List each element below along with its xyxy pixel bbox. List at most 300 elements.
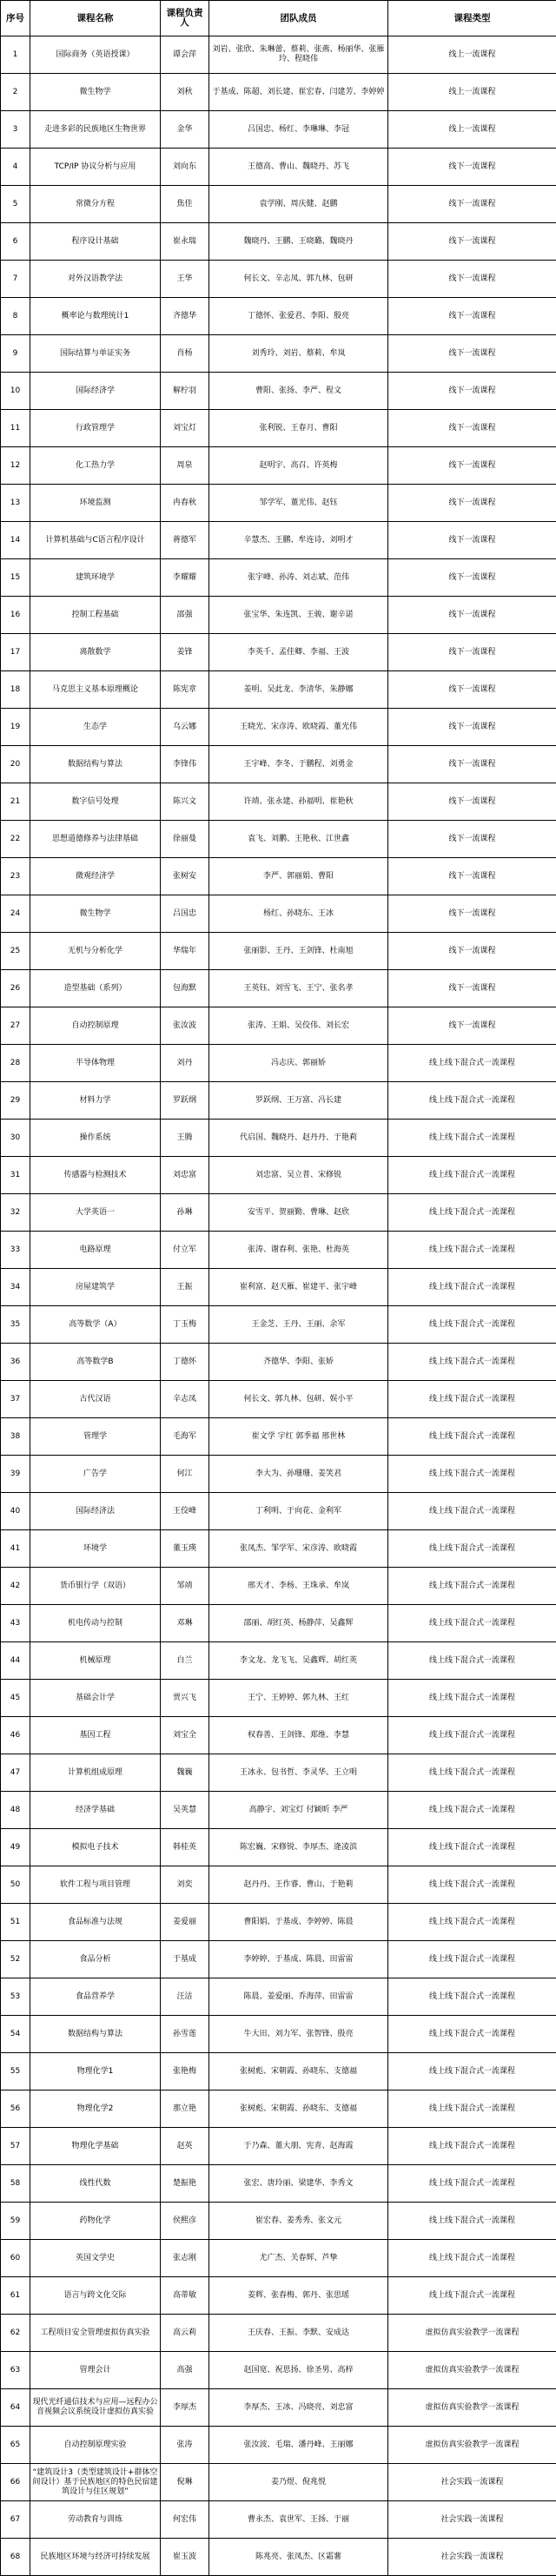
course-type: 线上线下混合式一流课程 [388, 2165, 556, 2203]
course-type: 线上线下混合式一流课程 [388, 1568, 556, 1605]
team-members: 于基成、陈超、刘长建、崔宏春、闫建芳、李婷婷 [209, 74, 388, 111]
table-row [1, 2016, 556, 2053]
course-type: 线上线下混合式一流课程 [388, 1120, 556, 1157]
team-members: 张凤杰、邹学军、宋彦涛、欧晓霞 [209, 1530, 388, 1568]
row-number: 4 [1, 149, 30, 186]
course-name: 数据结构与算法 [30, 746, 161, 783]
row-number: 51 [1, 1904, 30, 1941]
course-leader: 董玉瑛 [161, 1530, 209, 1568]
table-row [1, 933, 556, 970]
course-leader: 高蒂敏 [161, 2277, 209, 2315]
row-number: 21 [1, 783, 30, 821]
course-name: 环境学 [30, 1530, 161, 1568]
course-leader: 毛海军 [161, 1418, 209, 1456]
row-number: 12 [1, 447, 30, 485]
course-leader: 陈兴文 [161, 783, 209, 821]
team-members: 陈宏巍、宋修锐、李厚杰、逄凌滨 [209, 1829, 388, 1866]
row-number: 25 [1, 933, 30, 970]
team-members: 吕国忠、杨红、李琳琳、李冠 [209, 111, 388, 149]
course-leader: 王腾 [161, 1120, 209, 1157]
course-type: 线下一流课程 [388, 746, 556, 783]
course-type: 线上线下混合式一流课程 [388, 1829, 556, 1866]
table-row [1, 447, 556, 485]
table-row [1, 746, 556, 783]
team-members: 尤广杰、关春辉、芦挚 [209, 2240, 388, 2277]
table-row [1, 335, 556, 373]
course-leader: 张汝波 [161, 1007, 209, 1045]
row-number: 3 [1, 111, 30, 149]
row-number: 48 [1, 1792, 30, 1829]
course-leader: 解柠羽 [161, 373, 209, 410]
course-type: 线上线下混合式一流课程 [388, 1717, 556, 1754]
row-number: 34 [1, 1269, 30, 1306]
course-type: 线上线下混合式一流课程 [388, 1045, 556, 1082]
table-row [1, 2427, 556, 2464]
course-leader: 汪洁 [161, 1978, 209, 2016]
course-leader: 那立艳 [161, 2091, 209, 2128]
course-leader: 谭会萍 [161, 36, 209, 74]
course-leader: 崔玉波 [161, 2539, 209, 2576]
course-name: 造型基础（系列） [30, 970, 161, 1007]
row-number: 9 [1, 335, 30, 373]
course-name: 软件工程与项目管理 [30, 1866, 161, 1904]
table-row [1, 1120, 556, 1157]
course-type: 线下一流课程 [388, 223, 556, 261]
row-number: 62 [1, 2315, 30, 2352]
course-name: 操作系统 [30, 1120, 161, 1157]
team-members: 李英千、孟佳卿、李福、王波 [209, 634, 388, 671]
row-number: 50 [1, 1866, 30, 1904]
team-members: 于乃森、董大朋、宪青、赵海霞 [209, 2128, 388, 2165]
course-name: 微生物学 [30, 895, 161, 933]
table-row [1, 1754, 556, 1792]
table-row [1, 858, 556, 895]
course-name: 货币银行学（双语） [30, 1568, 161, 1605]
row-number: 29 [1, 1082, 30, 1120]
row-number: 63 [1, 2352, 30, 2389]
course-name: 数字信号处理 [30, 783, 161, 821]
course-type: 线上线下混合式一流课程 [388, 1978, 556, 2016]
row-number: 53 [1, 1978, 30, 2016]
course-leader: 徐丽曼 [161, 821, 209, 858]
team-members: 王英钰、刘雪飞、王宁、张名孝 [209, 970, 388, 1007]
course-type: 线下一流课程 [388, 559, 556, 597]
team-members: 王晓光、宋彦涛、欧晓霞、董光伟 [209, 709, 388, 746]
course-leader: 贾兴飞 [161, 1680, 209, 1717]
row-number: 26 [1, 970, 30, 1007]
course-name: 自动控制原理 [30, 1007, 161, 1045]
course-name: 药物化学 [30, 2203, 161, 2240]
course-type: 线上线下混合式一流课程 [388, 1866, 556, 1904]
course-type: 线下一流课程 [388, 821, 556, 858]
course-type: 线上线下混合式一流课程 [388, 1754, 556, 1792]
table-row [1, 1792, 556, 1829]
table-row [1, 1194, 556, 1232]
row-number: 31 [1, 1157, 30, 1194]
course-type: 线上线下混合式一流课程 [388, 1904, 556, 1941]
team-members: 牛大田、刘力军、张智锋、殷亮 [209, 2016, 388, 2053]
row-number: 28 [1, 1045, 30, 1082]
course-leader: 陈宪章 [161, 671, 209, 709]
table-row [1, 2315, 556, 2352]
row-number: 17 [1, 634, 30, 671]
table-row [1, 1007, 556, 1045]
row-number: 33 [1, 1232, 30, 1269]
table-row [1, 1941, 556, 1978]
course-name: 电路原理 [30, 1232, 161, 1269]
team-members: 邢天才、李杨、王珠承、牟岚 [209, 1568, 388, 1605]
team-members: 王德高、曹山、魏晓丹、苏飞 [209, 149, 388, 186]
team-members: 陈兆亮、张凤杰、区霜薯 [209, 2539, 388, 2576]
course-type: 线上线下混合式一流课程 [388, 2091, 556, 2128]
table-row [1, 2203, 556, 2240]
course-type: 虚拟仿真实验教学一流课程 [388, 2315, 556, 2352]
table-row [1, 1493, 556, 1530]
course-leader: 刘宝灯 [161, 410, 209, 447]
row-number: 5 [1, 186, 30, 223]
course-name: 生态学 [30, 709, 161, 746]
team-members: 刘秀玲、刘岩、蔡莉、牟岚 [209, 335, 388, 373]
table-row [1, 36, 556, 74]
table-row [1, 1680, 556, 1717]
course-leader: 邓琳 [161, 1605, 209, 1642]
row-number: 68 [1, 2539, 30, 2576]
course-leader: 王佼峰 [161, 1493, 209, 1530]
row-number: 46 [1, 1717, 30, 1754]
course-name: 食品营养学 [30, 1978, 161, 2016]
table-row [1, 1082, 556, 1120]
team-members: 赵明宇、高召、许英梅 [209, 447, 388, 485]
table-row [1, 223, 556, 261]
team-members: 张汝波、毛瑞、潘丹峰、王丽娜 [209, 2427, 388, 2464]
course-leader: 姜爱丽 [161, 1904, 209, 1941]
course-type: 线下一流课程 [388, 298, 556, 335]
course-leader: 刘忠富 [161, 1157, 209, 1194]
row-number: 13 [1, 485, 30, 522]
course-leader: 乌云娜 [161, 709, 209, 746]
team-members: 张树彪、宋朝霞、孙晓东、支德福 [209, 2053, 388, 2091]
table-row [1, 1605, 556, 1642]
course-type: 线上线下混合式一流课程 [388, 2277, 556, 2315]
course-name: 行政管理学 [30, 410, 161, 447]
team-members: 邹学军、董光伟、赵钰 [209, 485, 388, 522]
row-number: 61 [1, 2277, 30, 2315]
row-number: 16 [1, 597, 30, 634]
row-number: 60 [1, 2240, 30, 2277]
header-course: 课程名称 [30, 1, 161, 36]
table-row [1, 2352, 556, 2389]
team-members: 曹阳娟、于基成、李婷婷、陈晨 [209, 1904, 388, 1941]
row-number: 19 [1, 709, 30, 746]
course-type: 社会实践一流课程 [388, 2501, 556, 2539]
course-type: 线下一流课程 [388, 261, 556, 298]
table-body [1, 36, 556, 2576]
team-members: 许靖、张永建、孙福明、崔艳秋 [209, 783, 388, 821]
row-number: 35 [1, 1306, 30, 1344]
course-leader: 刘宝全 [161, 1717, 209, 1754]
course-name: 民族地区环境与经济可持续发展 [30, 2539, 161, 2576]
team-members: 赵丹丹、王作睿、曹山、于艳莉 [209, 1866, 388, 1904]
course-name: 食品分析 [30, 1941, 161, 1978]
course-type: 线上线下混合式一流课程 [388, 1194, 556, 1232]
course-name: 机械原理 [30, 1642, 161, 1680]
course-name: 高等数学B [30, 1344, 161, 1381]
course-name: TCP/IP 协议分析与应用 [30, 149, 161, 186]
table-row [1, 1978, 556, 2016]
team-members: 代启国、魏晓丹、赵丹丹、于艳莉 [209, 1120, 388, 1157]
course-name: “建筑设计3（类型建筑设计+群体空间设计）基于民族地区的特色民宿建筑设计与住区规划” [30, 2464, 161, 2501]
team-members: 姜辉、张春梅、郭丹、张思瑶 [209, 2277, 388, 2315]
course-name: 工程项目安全管理虚拟仿真实验 [30, 2315, 161, 2352]
course-leader: 邹靖 [161, 1568, 209, 1605]
course-leader: 何江 [161, 1456, 209, 1493]
team-members: 张丽影、王丹、王剑锋、杜南旭 [209, 933, 388, 970]
course-type: 线上一流课程 [388, 111, 556, 149]
course-name: 物理化学基础 [30, 2128, 161, 2165]
course-leader: 吕国忠 [161, 895, 209, 933]
row-number: 43 [1, 1605, 30, 1642]
course-name: 模拟电子技术 [30, 1829, 161, 1866]
table-row [1, 1530, 556, 1568]
course-name: 经济学基础 [30, 1792, 161, 1829]
team-members: 袁学刚、周庆健、赵鹏 [209, 186, 388, 223]
row-number: 65 [1, 2427, 30, 2464]
course-type: 线上线下混合式一流课程 [388, 2128, 556, 2165]
course-leader: 王振 [161, 1269, 209, 1306]
course-type: 线下一流课程 [388, 709, 556, 746]
course-name: 国际经济法 [30, 1493, 161, 1530]
course-type: 线上线下混合式一流课程 [388, 2203, 556, 2240]
course-name: 建筑环境学 [30, 559, 161, 597]
row-number: 57 [1, 2128, 30, 2165]
table-row [1, 783, 556, 821]
table-row [1, 970, 556, 1007]
team-members: 邵丽、胡红英、杨静萍、吴鑫辉 [209, 1605, 388, 1642]
team-members: 姜乃煜、倪兆悦 [209, 2464, 388, 2501]
course-name: 对外汉语教学法 [30, 261, 161, 298]
course-type: 线下一流课程 [388, 335, 556, 373]
course-leader: 高强 [161, 2352, 209, 2389]
team-members: 刘岩、张欣、朱琳蕾、蔡莉、张燕、杨丽华、张雁玲、程晓伟 [209, 36, 388, 74]
table-row [1, 895, 556, 933]
course-type: 线上线下混合式一流课程 [388, 1642, 556, 1680]
table-row [1, 111, 556, 149]
course-type: 线上线下混合式一流课程 [388, 1157, 556, 1194]
table-row [1, 2091, 556, 2128]
header-leader: 课程负责人 [161, 1, 209, 36]
course-name: 化工热力学 [30, 447, 161, 485]
team-members: 张树彪、宋朝霞、孙晓东、支德福 [209, 2091, 388, 2128]
table-row [1, 373, 556, 410]
course-leader: 丁德怀 [161, 1344, 209, 1381]
course-name: 思想道德修养与法律基础 [30, 821, 161, 858]
team-members: 丁德怀、张爱君、李阳、殷亮 [209, 298, 388, 335]
course-name: 国际经济学 [30, 373, 161, 410]
table-row [1, 485, 556, 522]
team-members: 张宝华、朱连凯、王骏、谢辛诺 [209, 597, 388, 634]
course-name: 基础会计学 [30, 1680, 161, 1717]
table-row [1, 671, 556, 709]
course-type: 线下一流课程 [388, 149, 556, 186]
table-row [1, 186, 556, 223]
course-type: 线下一流课程 [388, 186, 556, 223]
table-row [1, 1568, 556, 1605]
course-name: 线性代数 [30, 2165, 161, 2203]
table-row [1, 2389, 556, 2427]
team-members: 李厚杰、王冰、冯晓亮、刘忠富 [209, 2389, 388, 2427]
team-members: 魏晓丹、王鹏、王晓璐、魏晓丹 [209, 223, 388, 261]
course-type: 线上线下混合式一流课程 [388, 1792, 556, 1829]
course-name: 管理会计 [30, 2352, 161, 2389]
row-number: 49 [1, 1829, 30, 1866]
table-row [1, 634, 556, 671]
course-name: 程序设计基础 [30, 223, 161, 261]
table-row [1, 2501, 556, 2539]
course-type: 线上线下混合式一流课程 [388, 1530, 556, 1568]
course-type: 线上线下混合式一流课程 [388, 1232, 556, 1269]
team-members: 姜明、吴此龙、李清华、朱静娜 [209, 671, 388, 709]
course-type: 线下一流课程 [388, 783, 556, 821]
course-name: 离散数学 [30, 634, 161, 671]
course-type: 线下一流课程 [388, 970, 556, 1007]
course-name: 国际结算与单证实务 [30, 335, 161, 373]
course-leader: 何宏伟 [161, 2501, 209, 2539]
course-leader: 刘秋 [161, 74, 209, 111]
course-leader: 刘奕 [161, 1866, 209, 1904]
table-row [1, 1269, 556, 1306]
table-row [1, 2165, 556, 2203]
course-leader: 刘丹 [161, 1045, 209, 1082]
course-name: 概率论与数理统计1 [30, 298, 161, 335]
table-row [1, 410, 556, 447]
team-members: 曹永杰、袁世军、王扬、于丽 [209, 2501, 388, 2539]
course-leader: 冉春秋 [161, 485, 209, 522]
course-leader: 崔永瑞 [161, 223, 209, 261]
course-type: 线下一流课程 [388, 410, 556, 447]
course-leader: 齐德华 [161, 298, 209, 335]
course-type: 社会实践一流课程 [388, 2464, 556, 2501]
row-number: 18 [1, 671, 30, 709]
course-name: 英国文学史 [30, 2240, 161, 2277]
row-number: 6 [1, 223, 30, 261]
course-leader: 楚振艳 [161, 2165, 209, 2203]
team-members: 李文龙、龙飞飞、吴鑫辉、胡红英 [209, 1642, 388, 1680]
course-name: 传感器与检测技术 [30, 1157, 161, 1194]
course-name: 基因工程 [30, 1717, 161, 1754]
course-name: 环境监测 [30, 485, 161, 522]
course-leader: 张志刚 [161, 2240, 209, 2277]
team-members: 王宇峰、李冬、于鹏程、刘勇金 [209, 746, 388, 783]
team-members: 袁飞、刘鹏、王艳秋、江世鑫 [209, 821, 388, 858]
team-members: 权春善、王剑锋、郑维、李慧 [209, 1717, 388, 1754]
course-leader: 赵英 [161, 2128, 209, 2165]
table-row [1, 2240, 556, 2277]
row-number: 32 [1, 1194, 30, 1232]
team-members: 刘忠富、吴立普、宋修锐 [209, 1157, 388, 1194]
course-name: 材料力学 [30, 1082, 161, 1120]
team-members: 赵国宽、祝思扬、徐圣男、高梓 [209, 2352, 388, 2389]
course-name: 马克思主义基本原理概论 [30, 671, 161, 709]
table-row [1, 1418, 556, 1456]
table-row [1, 1717, 556, 1754]
team-members: 陈晨、姜爱丽、乔海萍、田雷雷 [209, 1978, 388, 2016]
table-row [1, 1045, 556, 1082]
table-row [1, 1456, 556, 1493]
team-members: 李严、郭丽娟、曹阳 [209, 858, 388, 895]
course-name: 高等数学（A） [30, 1306, 161, 1344]
row-number: 7 [1, 261, 30, 298]
team-members: 张涛、谢春利、张艳、杜海英 [209, 1232, 388, 1269]
table-row [1, 2128, 556, 2165]
table-row [1, 1866, 556, 1904]
course-leader: 张树安 [161, 858, 209, 895]
course-type: 虚拟仿真实验教学一流课程 [388, 2352, 556, 2389]
row-number: 67 [1, 2501, 30, 2539]
course-name: 数据结构与算法 [30, 2016, 161, 2053]
team-members: 张利锐、王春月、曹阳 [209, 410, 388, 447]
table-row [1, 2464, 556, 2501]
course-type: 线上线下混合式一流课程 [388, 1680, 556, 1717]
row-number: 40 [1, 1493, 30, 1530]
table-row [1, 1344, 556, 1381]
course-leader: 李耀耀 [161, 559, 209, 597]
team-members: 王庆春、王振、李默、安成达 [209, 2315, 388, 2352]
row-number: 66 [1, 2464, 30, 2501]
row-number: 1 [1, 36, 30, 74]
course-type: 线上线下混合式一流课程 [388, 1456, 556, 1493]
course-type: 线上一流课程 [388, 74, 556, 111]
course-name: 广告学 [30, 1456, 161, 1493]
row-number: 2 [1, 74, 30, 111]
course-leader: 焦佳 [161, 186, 209, 223]
row-number: 30 [1, 1120, 30, 1157]
course-name: 半导体物理 [30, 1045, 161, 1082]
row-number: 55 [1, 2053, 30, 2091]
course-leader: 刘向东 [161, 149, 209, 186]
row-number: 45 [1, 1680, 30, 1717]
course-type: 线上线下混合式一流课程 [388, 1082, 556, 1120]
header-no: 序号 [1, 1, 30, 36]
table-row [1, 1232, 556, 1269]
team-members: 齐德华、李阳、张娇 [209, 1344, 388, 1381]
row-number: 15 [1, 559, 30, 597]
team-members: 何长文、辛志凤、郭九林、包研 [209, 261, 388, 298]
course-name: 无机与分析化学 [30, 933, 161, 970]
row-number: 36 [1, 1344, 30, 1381]
course-type: 线上线下混合式一流课程 [388, 1269, 556, 1306]
course-type: 线上线下混合式一流课程 [388, 1493, 556, 1530]
course-type: 线上一流课程 [388, 36, 556, 74]
row-number: 11 [1, 410, 30, 447]
course-name: 常微分方程 [30, 186, 161, 223]
table-row [1, 149, 556, 186]
row-number: 8 [1, 298, 30, 335]
course-leader: 倪琳 [161, 2464, 209, 2501]
course-type: 线下一流课程 [388, 634, 556, 671]
course-name: 自动控制原理实验 [30, 2427, 161, 2464]
course-name: 食品标准与法规 [30, 1904, 161, 1941]
course-leader: 孙雪莲 [161, 2016, 209, 2053]
table-row [1, 1829, 556, 1866]
course-leader: 金华 [161, 111, 209, 149]
header-team: 团队成员 [209, 1, 388, 36]
course-leader: 王华 [161, 261, 209, 298]
course-leader: 侯熙彦 [161, 2203, 209, 2240]
row-number: 42 [1, 1568, 30, 1605]
course-type: 线上线下混合式一流课程 [388, 1605, 556, 1642]
course-leader: 白兰 [161, 1642, 209, 1680]
team-members: 安雪平、贺丽勤、曹琳、赵欣 [209, 1194, 388, 1232]
